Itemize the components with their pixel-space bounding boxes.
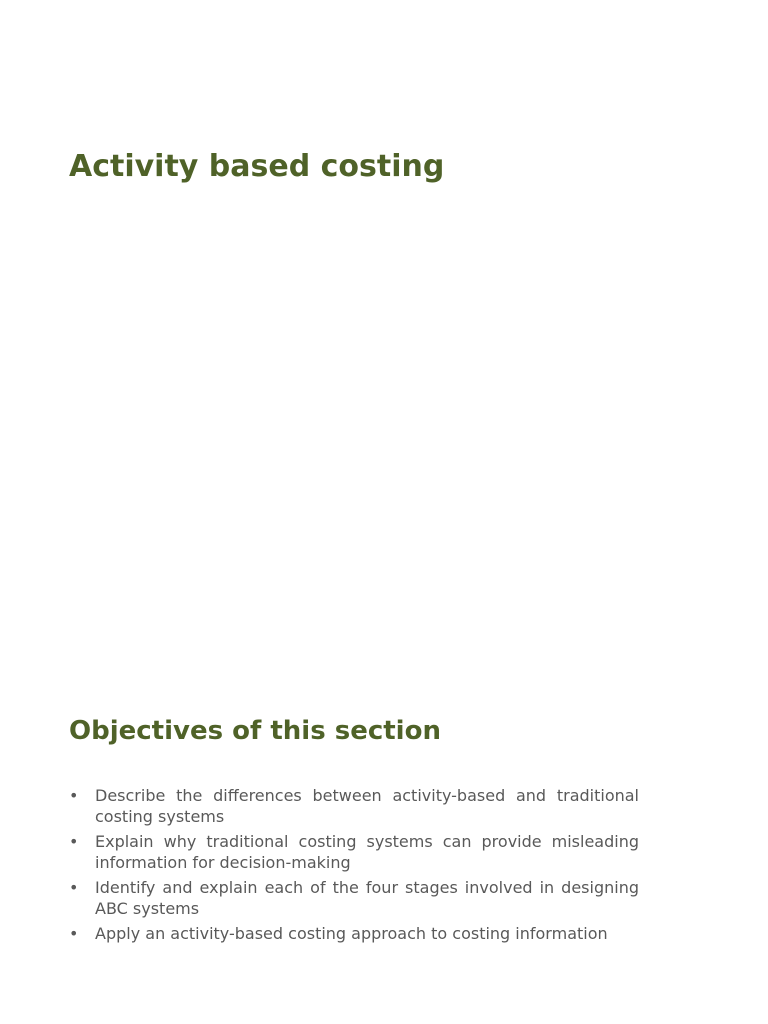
list-item (69, 785, 639, 827)
objective-text: Describe the differences between activity-based and traditional costing systems (95, 786, 639, 826)
page-title: Activity based costing (69, 149, 445, 184)
objective-text: Explain why traditional costing systems can provide misleading information for decision-making (95, 832, 639, 872)
list-item (69, 831, 639, 873)
objective-text: Apply an activity-based costing approach to costing information (95, 924, 608, 943)
section-heading-objectives: Objectives of this section (69, 716, 441, 746)
objectives-list (69, 785, 639, 948)
objective-text: Identify and explain each of the four stages involved in designing ABC systems (95, 878, 639, 918)
list-item (69, 877, 639, 919)
bullet-icon: • (69, 924, 79, 943)
bullet-icon: • (69, 786, 79, 805)
bullet-icon: • (69, 832, 79, 851)
bullet-icon: • (69, 878, 79, 897)
list-item (69, 923, 639, 944)
